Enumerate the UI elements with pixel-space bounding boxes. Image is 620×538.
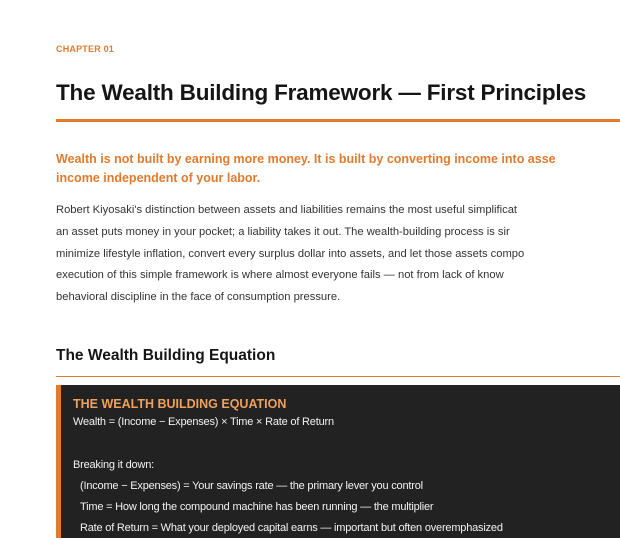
breakdown-item: (Income − Expenses) = Your savings rate — the primary lever you control xyxy=(80,480,423,492)
body-line: behavioral discipline in the face of consumption pressure. xyxy=(56,291,341,304)
body-line: Robert Kiyosaki's distinction between assets and liabilities remains the most useful simplificat xyxy=(56,204,518,216)
title-divider xyxy=(56,119,620,122)
section-heading: The Wealth Building Equation xyxy=(56,347,276,364)
body-line: an asset puts money in your pocket; a liability takes it out. The wealth-building process is sir xyxy=(56,225,510,238)
section-divider xyxy=(56,376,620,377)
body-line: minimize lifestyle inflation, convert every surplus dollar into assets, and let those assets compo xyxy=(56,247,525,260)
body-paragraph xyxy=(56,200,524,309)
breakdown-item: Time = How long the compound machine has been running — the multiplier xyxy=(80,501,434,513)
lead-line: income independent of your labor. xyxy=(56,171,261,185)
body-line: execution of this simple framework is where almost everyone fails — not from lack of know xyxy=(56,269,504,282)
breakdown-label: Breaking it down: xyxy=(73,459,154,471)
lead-line: Wealth is not built by earning more money. It is built by converting income into asse xyxy=(56,152,556,166)
equation-callout-box xyxy=(56,385,620,538)
chapter-title: The Wealth Building Framework — First Principles xyxy=(56,80,587,105)
chapter-label: CHAPTER 01 xyxy=(56,44,115,54)
lead-paragraph xyxy=(56,150,620,188)
breakdown-item: Rate of Return = What your deployed capital earns — important but often overemphasized xyxy=(80,522,503,534)
equation-formula: Wealth = (Income − Expenses) × Time × Rate of Return xyxy=(73,416,334,428)
equation-box-title: THE WEALTH BUILDING EQUATION xyxy=(73,397,287,411)
